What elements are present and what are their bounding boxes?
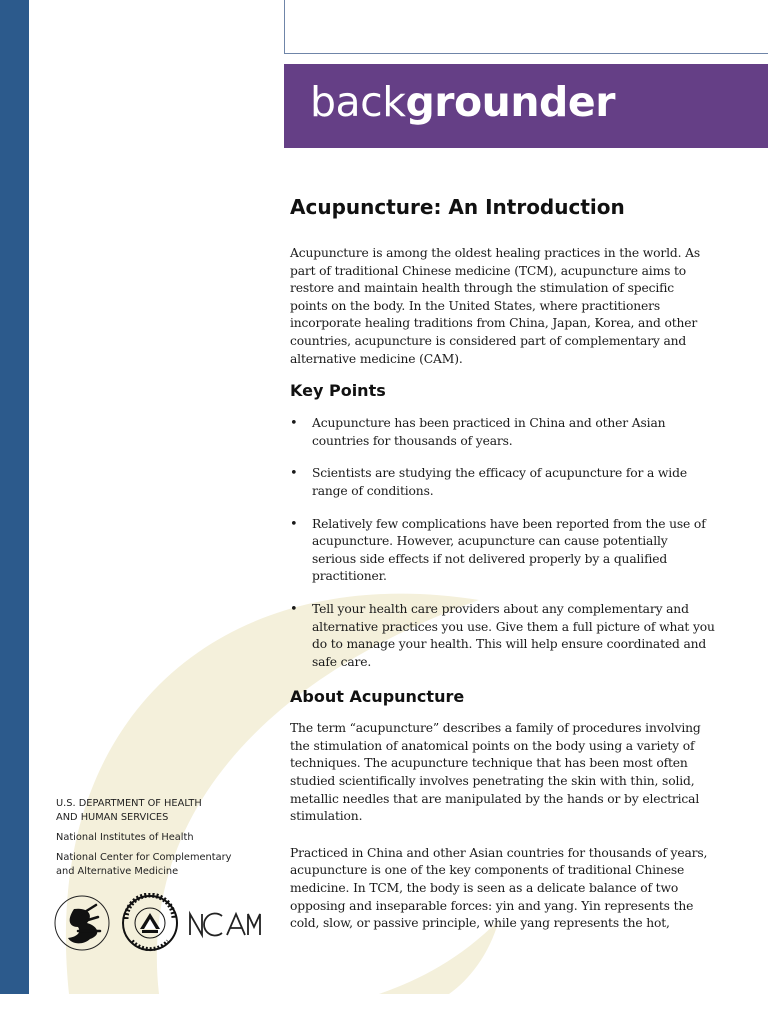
key-points-list xyxy=(290,415,715,671)
key-points-heading: Key Points xyxy=(290,381,386,401)
about-heading: About Acupuncture xyxy=(290,687,465,707)
list-item: • Tell your health care providers about any complementary and alternative practices you use. Give them a full picture of what you do to manage your health. This will help ensure coordinated and safe care. xyxy=(290,601,715,671)
article-body xyxy=(290,190,715,933)
nih-seal-icon xyxy=(123,895,177,950)
list-item: • Scientists are studying the efficacy of acupuncture for a wide range of conditions. xyxy=(290,465,715,500)
header-frame xyxy=(284,0,768,54)
nccam-name: National Center for Complementary and Alternative Medicine xyxy=(56,852,232,877)
nccam-logo xyxy=(190,914,260,936)
backgrounder-banner xyxy=(284,64,768,148)
intro-paragraph: Acupuncture is among the oldest healing practices in the world. As part of traditional Chinese medicine (TCM), acupuncture aims to restore and maintain health through the stimulation of specific points on the body. In the United States, where practitioners incorporate healing traditions from China, Japan, Korea, and other countries, acupuncture is considered part of complementary and alternative medicine (CAM). xyxy=(290,246,701,366)
page-title: Acupuncture: An Introduction xyxy=(290,195,625,219)
left-color-band xyxy=(0,0,29,994)
about-paragraph: The term “acupuncture” describes a family of procedures involving the stimulation of anatomical points on the body using a variety of techniques. The acupuncture technique that has been most often studied scientifically involves penetrating the skin with thin, solid, metallic needles that are manipulated by the hands or by electrical stimulation. xyxy=(290,721,701,824)
nih-name: National Institutes of Health xyxy=(56,832,194,843)
list-item: • Relatively few complications have been reported from the use of acupuncture. However, acupuncture can cause potentially serious side effects if not delivered properly by a qualified practitioner. xyxy=(290,516,715,586)
hhs-department-name: U.S. DEPARTMENT OF HEALTH AND HUMAN SERVICES xyxy=(56,798,202,823)
banner-word-bold: grounder xyxy=(405,78,615,126)
hhs-seal-icon xyxy=(55,896,109,950)
banner-word-light: back xyxy=(310,78,406,126)
banner-wordmark xyxy=(310,78,615,126)
agency-logos xyxy=(54,893,264,955)
about-paragraph: Practiced in China and other Asian countries for thousands of years, acupuncture is one of the key components of traditional Chinese medicine. In TCM, the body is seen as a delicate balance of two opposing and inseparable forces: yin and yang. Yin represents the cold, slow, or passive principle, while yang represents the hot, xyxy=(290,845,708,931)
list-item: • Acupuncture has been practiced in China and other Asian countries for thousands of years. xyxy=(290,415,715,450)
agency-block xyxy=(56,797,276,885)
